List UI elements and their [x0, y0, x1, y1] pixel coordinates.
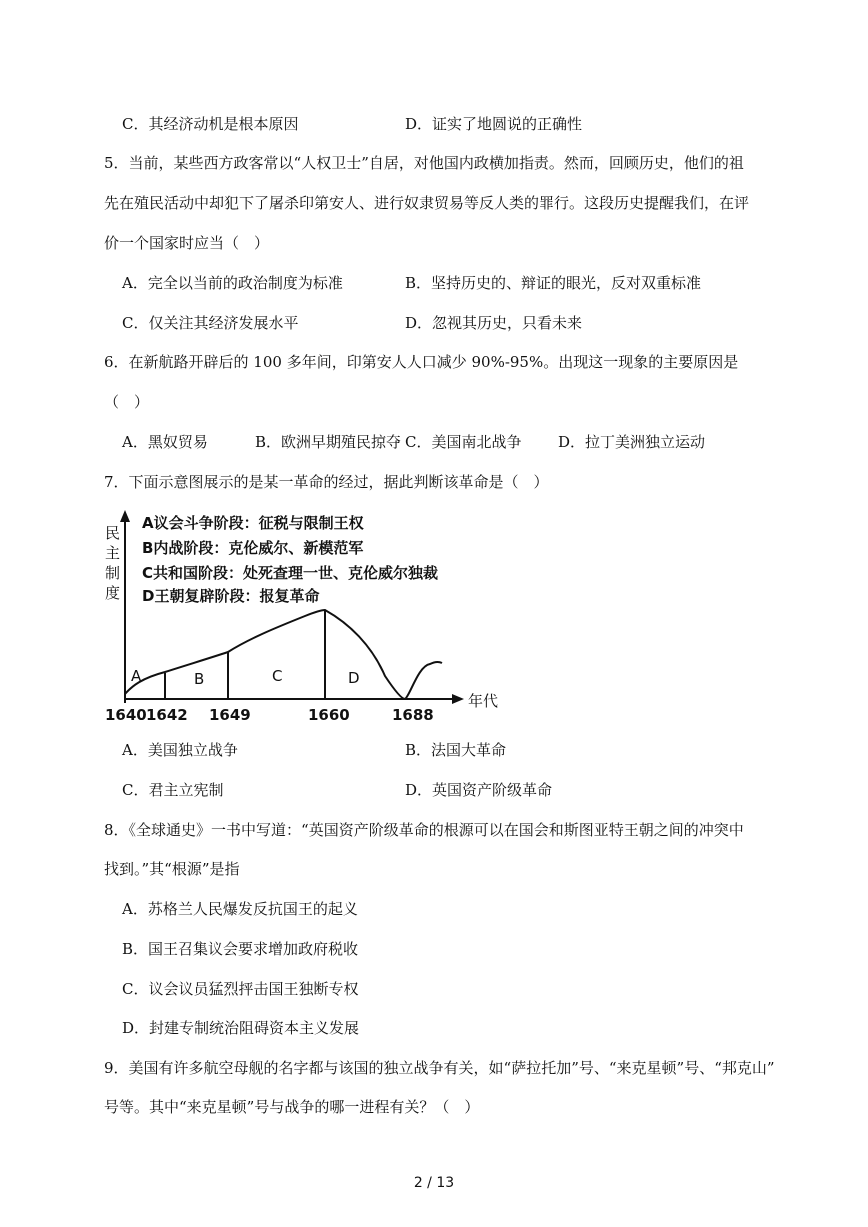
stage-label-d: D [348, 669, 360, 687]
q5-stem-line-1: 5．当前，某些西方政客常以“人权卫士”自居，对他国内政横加指责。然而，回顾历史，他们的祖 [104, 154, 744, 172]
q5-stem-line-2: 先在殖民活动中却犯下了屠杀印第安人、进行奴隶贸易等反人类的罪行。这段历史提醒我们，在评 [104, 194, 750, 212]
q4-option-c: C．其经济动机是根本原因 [122, 115, 299, 133]
q7-option-a: A．美国独立战争 [122, 741, 238, 759]
q6-option-d: D．拉丁美洲独立运动 [558, 433, 706, 451]
x-tick-1688: 1688 [392, 706, 434, 724]
q4-option-d: D．证实了地圆说的正确性 [405, 115, 583, 133]
q8-option-d: D．封建专制统治阻碍资本主义发展 [122, 1019, 360, 1037]
q7-option-b: B．法国大革命 [405, 741, 507, 759]
legend-stage-c: C共和国阶段：处死查理一世、克伦威尔独裁 [142, 564, 439, 582]
legend-stage-d: D王朝复辟阶段：报复革命 [142, 587, 320, 605]
q8-stem-line-2: 找到。”其“根源”是指 [104, 860, 240, 878]
x-tick-1660: 1660 [308, 706, 350, 724]
stage-label-a: A [131, 667, 142, 685]
y-axis-label-4: 度 [105, 584, 121, 602]
q9-stem-line-1: 9．美国有许多航空母舰的名字都与该国的独立战争有关，如“萨拉托加”号、“来克星顿”号、“邦克山” [104, 1059, 775, 1077]
y-axis-label-3: 制 [105, 564, 121, 582]
q6-option-c: C．美国南北战争 [405, 433, 522, 451]
x-tick-1640: 1640 [105, 706, 147, 724]
q7-option-c: C．君主立宪制 [122, 781, 224, 799]
q8-option-b: B．国王召集议会要求增加政府税收 [122, 940, 359, 958]
q8-option-c: C．议会议员猛烈抨击国王独断专权 [122, 980, 359, 998]
x-tick-1642: 1642 [146, 706, 188, 724]
q6-stem-line-1: 6．在新航路开辟后的 100 多年间，印第安人人口减少 90%-95%。出现这一现象的主要原因是 [104, 353, 739, 371]
q6-option-a: A．黑奴贸易 [122, 433, 208, 451]
stage-label-b: B [194, 670, 205, 688]
x-tick-1649: 1649 [209, 706, 251, 724]
q8-option-a: A．苏格兰人民爆发反抗国王的起义 [122, 900, 358, 918]
q7-stem: 7．下面示意图展示的是某一革命的经过，据此判断该革命是（ ） [104, 473, 549, 491]
q6-option-b: B．欧洲早期殖民掠夺 [255, 433, 402, 451]
legend-stage-b: B内战阶段：克伦威尔、新模范军 [142, 539, 364, 557]
q5-stem-line-3: 价一个国家时应当（ ） [104, 234, 270, 252]
q9-stem-line-2: 号等。其中“来克星顿”号与战争的哪一进程有关？（ ） [104, 1098, 480, 1116]
y-axis-label-1: 民 [105, 524, 121, 542]
q5-option-d: D．忽视其历史，只看未来 [405, 314, 583, 332]
page-number: 2 / 13 [413, 1175, 455, 1191]
q6-stem-line-2: （ ） [104, 393, 150, 411]
y-axis-label-2: 主 [105, 544, 121, 562]
q5-option-c: C．仅关注其经济发展水平 [122, 314, 299, 332]
stage-label-c: C [272, 667, 283, 685]
q5-option-a: A．完全以当前的政治制度为标准 [122, 274, 343, 292]
q7-option-d: D．英国资产阶级革命 [405, 781, 553, 799]
legend-stage-a: A议会斗争阶段：征税与限制王权 [142, 514, 364, 532]
q7-diagram [100, 506, 520, 728]
x-axis-label: 年代 [468, 692, 499, 710]
q5-option-b: B．坚持历史的、辩证的眼光，反对双重标准 [405, 274, 702, 292]
q8-stem-line-1: 8．《全球通史》一书中写道：“英国资产阶级革命的根源可以在国会和斯图亚特王朝之间的冲突中 [104, 821, 744, 839]
